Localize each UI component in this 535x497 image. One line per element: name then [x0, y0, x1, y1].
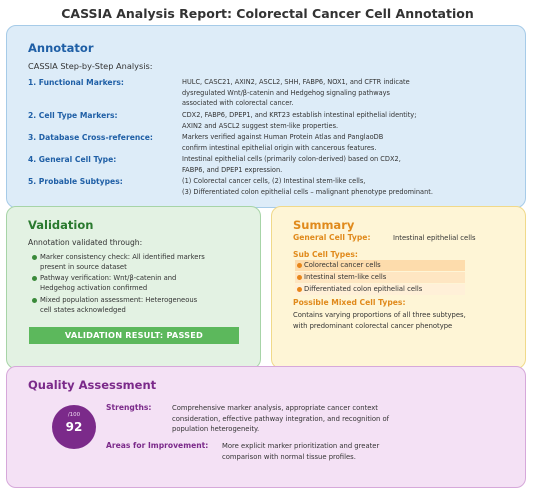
- strengths-line: population heterogeneity.: [172, 425, 260, 433]
- step-line: Intestinal epithelial cells (primarily colon-derived) based on CDX2,: [182, 155, 401, 163]
- step-line: (1) Colorectal cancer cells, (2) Intestinal stem-like cells,: [182, 177, 366, 185]
- step-label: 1. Functional Markers:: [28, 78, 124, 87]
- sub-cell-type-item: [295, 260, 465, 271]
- validation-intro: Annotation validated through:: [28, 238, 143, 247]
- bullet-line: Pathway verification: Wnt/β-catenin and: [40, 274, 177, 282]
- step-text: [182, 77, 482, 109]
- bullet-dot-icon: [297, 263, 302, 268]
- bullet-dot-icon: [297, 275, 302, 280]
- bullet-line: cell states acknowledged: [40, 306, 126, 314]
- step-line: confirm intestinal epithelial origin with cancerous features.: [182, 143, 377, 152]
- sub-cell-type-item: [295, 272, 465, 283]
- sub-cell-type-text: Colorectal cancer cells: [304, 261, 381, 269]
- bullet-line: Marker consistency check: All identified markers: [40, 253, 205, 261]
- report-title: CASSIA Analysis Report: Colorectal Cancer Cell Annotation: [61, 6, 474, 21]
- sub-cell-types-label: Sub Cell Types:: [293, 250, 358, 259]
- step-line: dysregulated Wnt/β-catenin and Hedgehog signaling pathways: [182, 88, 390, 97]
- improvement-label: Areas for Improvement:: [106, 441, 209, 450]
- sub-cell-type-text: Differentiated colon epithelial cells: [304, 285, 423, 293]
- annotator-panel: [6, 25, 526, 208]
- step-line: (3) Differentiated colon epithelial cells – malignant phenotype predominant.: [182, 187, 433, 196]
- step-line: Markers verified against Human Protein Atlas and PanglaoDB: [182, 133, 384, 141]
- step-line: FABP6, and DPEP1 expression.: [182, 165, 283, 174]
- step-label: 4. General Cell Type:: [28, 155, 117, 164]
- step-label: 5. Probable Subtypes:: [28, 177, 123, 186]
- step-line: associated with colorectal cancer.: [182, 99, 294, 108]
- validation-bullet: [32, 295, 247, 315]
- score-value: 92: [65, 420, 83, 434]
- bullet-dot-icon: [297, 287, 302, 292]
- improvement-text: [222, 441, 379, 462]
- sub-cell-type-text: Intestinal stem-like cells: [304, 273, 387, 281]
- improvement-line: More explicit marker prioritization and greater: [222, 442, 380, 450]
- step-text: [182, 132, 482, 153]
- quality-score-badge: [52, 405, 96, 449]
- mixed-line: with predominant colorectal cancer phenotype: [293, 322, 453, 330]
- step-text: [182, 110, 482, 131]
- summary-heading: Summary: [293, 218, 355, 232]
- mixed-cell-types-label: Possible Mixed Cell Types:: [293, 298, 406, 307]
- summary-panel: [271, 206, 526, 369]
- strengths-label: Strengths:: [106, 403, 152, 412]
- validation-result-badge: VALIDATION RESULT: PASSED: [29, 327, 239, 344]
- score-max-label: /100: [67, 412, 81, 418]
- step-line: AXIN2 and ASCL2 suggest stem-like properties.: [182, 121, 339, 130]
- strengths-line: Comprehensive marker analysis, appropriate cancer context: [172, 404, 378, 412]
- mixed-cell-types-text: [293, 310, 466, 332]
- validation-panel: [6, 206, 261, 369]
- bullet-line: Hedgehog activation confirmed: [40, 284, 148, 292]
- quality-panel: [6, 366, 526, 488]
- annotator-heading: Annotator: [28, 41, 94, 55]
- bullet-line: Mixed population assessment: Heterogeneous: [40, 296, 198, 304]
- bullet-dot-icon: [32, 276, 37, 281]
- bullet-dot-icon: [32, 298, 37, 303]
- quality-heading: Quality Assessment: [28, 378, 157, 392]
- step-line: CDX2, FABP6, DPEP1, and KRT23 establish intestinal epithelial identity;: [182, 111, 417, 119]
- strengths-text: [172, 403, 389, 435]
- step-text: [182, 176, 482, 197]
- step-line: HULC, CASC21, AXIN2, ASCL2, SHH, FABP6, NOX1, and CFTR indicate: [182, 78, 410, 86]
- step-label: 3. Database Cross-reference:: [28, 133, 153, 142]
- sub-cell-type-item: [295, 284, 465, 295]
- bullet-dot-icon: [32, 255, 37, 260]
- general-cell-type-value: Intestinal epithelial cells: [393, 234, 476, 242]
- bullet-line: present in source dataset: [40, 263, 127, 271]
- annotator-subheading: CASSIA Step-by-Step Analysis:: [28, 61, 153, 71]
- general-cell-type-label: General Cell Type:: [293, 233, 371, 242]
- step-text: [182, 154, 482, 175]
- validation-bullet: [32, 273, 247, 293]
- improvement-line: comparison with normal tissue profiles.: [222, 452, 356, 461]
- mixed-line: Contains varying proportions of all three subtypes,: [293, 311, 466, 319]
- step-label: 2. Cell Type Markers:: [28, 111, 118, 120]
- validation-bullet: [32, 252, 247, 272]
- validation-heading: Validation: [28, 218, 94, 232]
- strengths-line: consideration, effective pathway integration, and recognition of: [172, 414, 390, 423]
